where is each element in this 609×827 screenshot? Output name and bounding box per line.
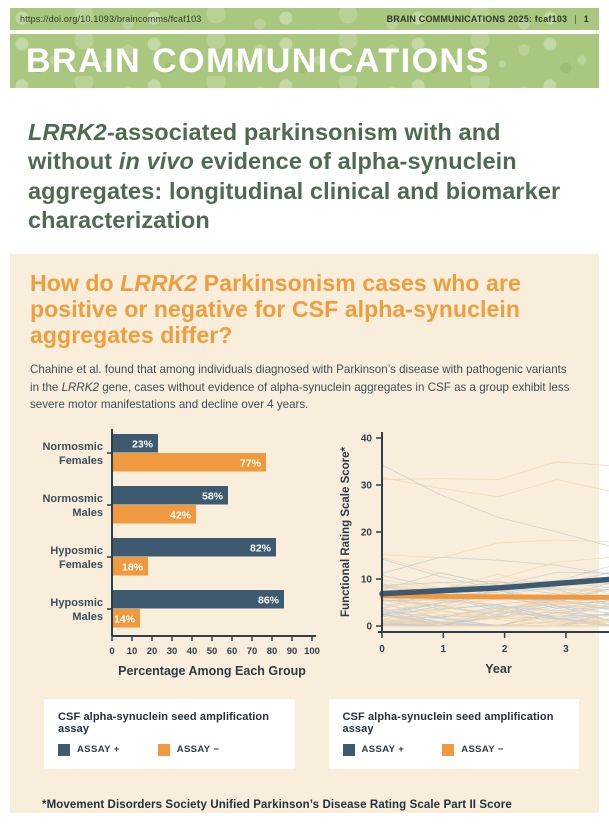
page-number: 1 xyxy=(583,14,589,24)
svg-text:Males: Males xyxy=(72,506,103,519)
summary-seg0: Chahine et al. found that among individuals diagnosed with Parkinson’s disease with pathogenic variants in the xyxy=(30,363,567,394)
journal-banner-title: BRAIN COMMUNICATIONS xyxy=(26,41,490,80)
legend-label: ASSAY + xyxy=(361,744,405,756)
assay-negative-swatch xyxy=(442,744,454,756)
assay-negative-swatch xyxy=(158,744,170,756)
svg-text:1: 1 xyxy=(440,643,447,655)
question-heading xyxy=(30,270,579,349)
assay-positive-swatch xyxy=(58,744,70,756)
svg-text:0: 0 xyxy=(109,645,115,657)
assay-status-by-group-bar-chart xyxy=(30,426,332,689)
svg-text:0: 0 xyxy=(379,643,385,655)
svg-text:20: 20 xyxy=(360,527,372,539)
svg-text:30: 30 xyxy=(166,645,178,657)
svg-text:Males: Males xyxy=(72,610,103,623)
svg-text:82%: 82% xyxy=(249,542,271,555)
legend-item-assay-positive xyxy=(58,744,120,756)
svg-text:77%: 77% xyxy=(239,457,261,470)
svg-text:Normosmic: Normosmic xyxy=(42,492,103,505)
legend-item-assay-positive xyxy=(343,744,405,756)
assay-positive-swatch xyxy=(343,744,355,756)
svg-text:86%: 86% xyxy=(257,594,279,607)
legend-item-assay-negative xyxy=(158,744,220,756)
svg-text:70: 70 xyxy=(246,645,258,657)
legend-item-assay-negative xyxy=(442,744,504,756)
legend-label: ASSAY − xyxy=(461,744,504,756)
svg-text:2: 2 xyxy=(501,643,508,655)
question-seg0: How do xyxy=(30,269,121,296)
svg-text:30: 30 xyxy=(360,480,372,492)
question-seg2: Parkinsonism cases who are positive or negative for CSF alpha-synuclein aggregates differ? xyxy=(30,269,521,348)
bar-chart-legend xyxy=(44,699,295,769)
summary-gene: LRRK2 xyxy=(61,380,99,394)
journal-banner xyxy=(10,34,599,88)
journal-ref: BRAIN COMMUNICATIONS 2025: fcaf103 xyxy=(386,14,568,24)
line-chart-legend xyxy=(329,699,580,769)
article-title-seg1: -associated parkinsonism with and without xyxy=(28,119,501,175)
svg-text:10: 10 xyxy=(126,645,138,657)
svg-text:42%: 42% xyxy=(169,509,191,522)
doi-link[interactable]: https://doi.org/10.1093/braincomms/fcaf103 xyxy=(20,14,202,24)
svg-text:Normosmic: Normosmic xyxy=(42,440,103,453)
svg-text:Females: Females xyxy=(58,558,103,571)
summary-seg2: gene, cases without evidence of alpha-synuclein aggregates in CSF as a group exhibit less severe motor manifestations and decline over 4 years. xyxy=(30,380,570,412)
svg-text:3: 3 xyxy=(563,643,569,655)
svg-text:10: 10 xyxy=(360,574,372,586)
svg-text:90: 90 xyxy=(286,645,298,657)
line-chart-svg xyxy=(336,426,609,684)
svg-text:14%: 14% xyxy=(113,613,135,626)
article-title-invivo: in vivo xyxy=(118,148,194,175)
svg-text:18%: 18% xyxy=(121,561,143,574)
svg-text:Females: Females xyxy=(58,454,103,467)
page-divider: | xyxy=(574,14,577,24)
legend-title: CSF alpha-synuclein seed amplification assay xyxy=(58,710,270,735)
footnote: *Movement Disorders Society Unified Parkinson’s Disease Rating Scale Part II Score xyxy=(42,798,512,811)
svg-text:50: 50 xyxy=(206,645,218,657)
svg-text:20: 20 xyxy=(146,645,158,657)
svg-text:100: 100 xyxy=(304,645,320,657)
svg-text:60: 60 xyxy=(226,645,238,657)
article-title-seg3: evidence of alpha-synuclein aggregates: longitudinal clinical and biomarker characterization xyxy=(28,148,561,234)
functional-score-trajectory-line-chart xyxy=(336,426,609,689)
journal-top-strip xyxy=(10,8,599,30)
summary-text xyxy=(30,361,575,414)
svg-text:Percentage Among Each Group: Percentage Among Each Group xyxy=(118,663,306,678)
graphical-abstract-panel xyxy=(10,254,599,813)
legend-label: ASSAY − xyxy=(176,744,220,756)
svg-text:23%: 23% xyxy=(131,438,153,451)
bar-chart-svg xyxy=(30,426,332,684)
svg-text:40: 40 xyxy=(186,645,198,657)
article-title-gene: LRRK2 xyxy=(28,119,107,145)
svg-text:Hyposmic: Hyposmic xyxy=(50,596,103,609)
svg-text:40: 40 xyxy=(360,433,372,445)
legend-label: ASSAY + xyxy=(77,744,120,756)
svg-text:0: 0 xyxy=(366,621,372,633)
svg-text:Year: Year xyxy=(485,661,512,676)
legend-title: CSF alpha-synuclein seed amplification assay xyxy=(342,710,554,735)
svg-text:80: 80 xyxy=(266,645,278,657)
svg-text:Functional Rating Scale Score*: Functional Rating Scale Score* xyxy=(340,446,352,617)
article-title xyxy=(28,118,589,236)
question-gene: LRRK2 xyxy=(120,269,198,296)
svg-text:Hyposmic: Hyposmic xyxy=(50,544,103,557)
svg-text:58%: 58% xyxy=(201,490,223,503)
